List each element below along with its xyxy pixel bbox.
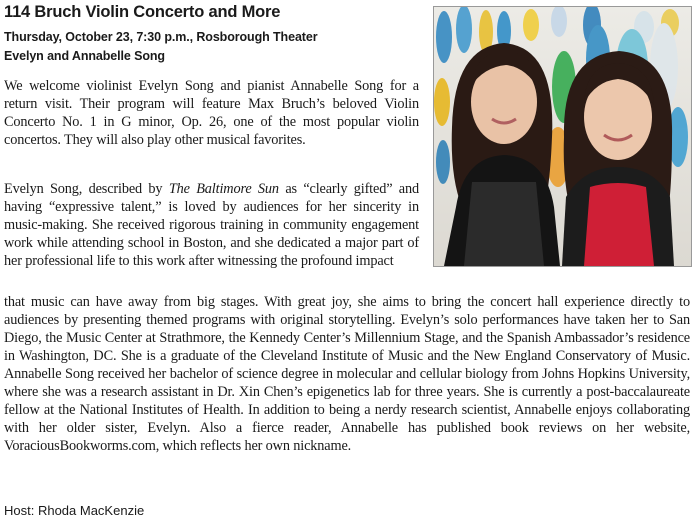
bio-text: as “clearly gifted” and having “expressive talent,” is loved by audiences for her sincerity in music-making. She received rigorous training in community engagement work while attending school in Boston, and she dedicated a major part of her professional life to this work after witnessing the profound impact bbox=[4, 181, 419, 269]
bio-paragraph bbox=[4, 180, 419, 270]
performers-line: Evelyn and Annabelle Song bbox=[4, 49, 165, 63]
event-date-venue: Thursday, October 23, 7:30 p.m., Rosborough Theater bbox=[4, 30, 318, 44]
event-title: 114 Bruch Violin Concerto and More bbox=[4, 3, 281, 21]
performers-photo bbox=[433, 6, 692, 267]
bio-lead-text: Evelyn Song, described by bbox=[4, 181, 169, 197]
publication-name: The Baltimore Sun bbox=[168, 181, 279, 197]
person-left bbox=[444, 43, 560, 266]
bio-paragraph-continued: that music can have away from big stages. With great joy, she aims to bring the concert hall experience directly to audiences by presenting themed programs with original storytelling. Evelyn’s solo performances have taken her to San Diego, the Music Center at Strathmore, the Kennedy Center’s Millennium Stage, and the Spanish Ambassador’s residence in Washington, DC. She is a graduate of the Cleveland Institute of Music and the New England Conservatory of Music. Annabelle Song received her bachelor of science degree in molecular and cellular biology from Johns Hopkins University, where she was a research assistant in Dr. Xin Chen’s epigenetics lab for three years. She is currently a post-baccalaureate fellow at the National Institutes of Health. In addition to being a nerdy research scientist, Annabelle enjoys collaborating with her older sister, Evelyn. Also a fierce reader, Annabelle has published book reviews on her website, VoraciousBookworms.com, which reflects her own nickname. bbox=[4, 294, 690, 454]
person-right bbox=[562, 51, 674, 266]
host-line: Host: Rhoda MacKenzie bbox=[4, 503, 145, 518]
intro-paragraph: We welcome violinist Evelyn Song and pianist Annabelle Song for a return visit. Their program will feature Max Bruch’s beloved Violin Concerto No. 1 in G minor, Op. 26, one of the most popular violin concertos. They will also play other musical favorites. bbox=[4, 78, 419, 148]
